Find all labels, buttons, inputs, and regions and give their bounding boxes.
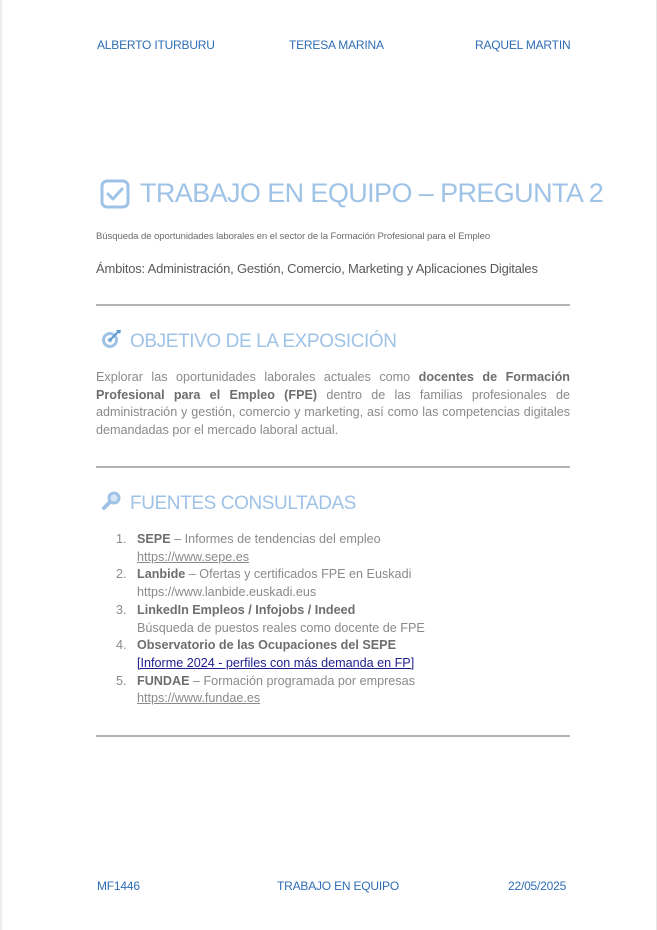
list-item-number: 4. [116, 638, 127, 653]
footer-code: MF1446 [97, 879, 140, 893]
checkbox-icon [100, 179, 130, 209]
source-name: SEPE [137, 532, 171, 546]
page-subtitle: Búsqueda de oportunidades laborales en el sector de la Formación Profesional para el Empleo [96, 231, 491, 242]
source-name: Observatorio de las Ocupaciones del SEPE [137, 638, 396, 653]
target-icon [100, 328, 122, 355]
page-title: TRABAJO EN EQUIPO – PREGUNTA 2 [140, 178, 604, 208]
section-objetivo-title: OBJETIVO DE LA EXPOSICIÓN [130, 330, 397, 352]
list-item [116, 637, 556, 672]
list-item [116, 531, 556, 566]
list-item [116, 566, 556, 601]
source-url-text: https://www.lanbide.euskadi.eus [137, 585, 317, 600]
objetivo-text-bold: docentes de Formación Profesional para el Empleo (FPE) [96, 370, 570, 402]
source-name: FUNDAE [137, 673, 190, 688]
source-name: LinkedIn Empleos / Infojobs / Indeed [137, 602, 356, 617]
list-item [116, 673, 556, 708]
title-row [100, 178, 603, 209]
source-description: – Informes de tendencias del empleo [170, 532, 381, 546]
section-fuentes-title: FUENTES CONSULTADAS [130, 492, 357, 514]
list-item [116, 602, 556, 637]
report-link[interactable]: [Informe 2024 - perfiles con más demanda en FP] [137, 655, 415, 670]
source-link[interactable]: https://www.fundae.es [137, 691, 261, 706]
source-description: – Formación programada por empresas [189, 673, 415, 688]
divider [96, 735, 570, 737]
list-item-number: 3. [116, 602, 127, 617]
footer-date: 22/05/2025 [508, 879, 567, 893]
header-author-2: TERESA MARINA [289, 38, 384, 52]
list-item-number: 2. [116, 567, 127, 582]
ambitos-line: Ámbitos: Administración, Gestión, Comercio, Marketing y Aplicaciones Digitales [96, 261, 538, 276]
section-objetivo-heading [100, 328, 397, 355]
list-item-number: 1. [116, 532, 127, 546]
divider [96, 466, 570, 468]
objetivo-text-end: dentro de las familias profesionales de administración y gestión, comercio y marketing, así como las competencias digitales demandadas por el mercado laboral actual. [96, 387, 570, 437]
footer-center: TRABAJO EN EQUIPO [277, 879, 399, 893]
header-author-1: ALBERTO ITURBURU [97, 38, 215, 52]
source-name: Lanbide [137, 567, 186, 582]
list-item-number: 5. [116, 673, 127, 688]
section-fuentes-heading [100, 490, 356, 517]
magnifier-icon [100, 490, 122, 517]
header-author-3: RAQUEL MARTIN [475, 38, 571, 52]
source-description: – Ofertas y certificados FPE en Euskadi [185, 567, 412, 582]
page-edge-left [0, 0, 2, 930]
sources-list [116, 531, 556, 708]
divider [96, 304, 570, 306]
objetivo-text-start: Explorar las oportunidades laborales actuales como [96, 370, 419, 384]
source-description: Búsqueda de puestos reales como docente de FPE [137, 620, 425, 635]
source-link[interactable]: https://www.sepe.es [137, 549, 249, 564]
objetivo-paragraph [96, 369, 570, 439]
